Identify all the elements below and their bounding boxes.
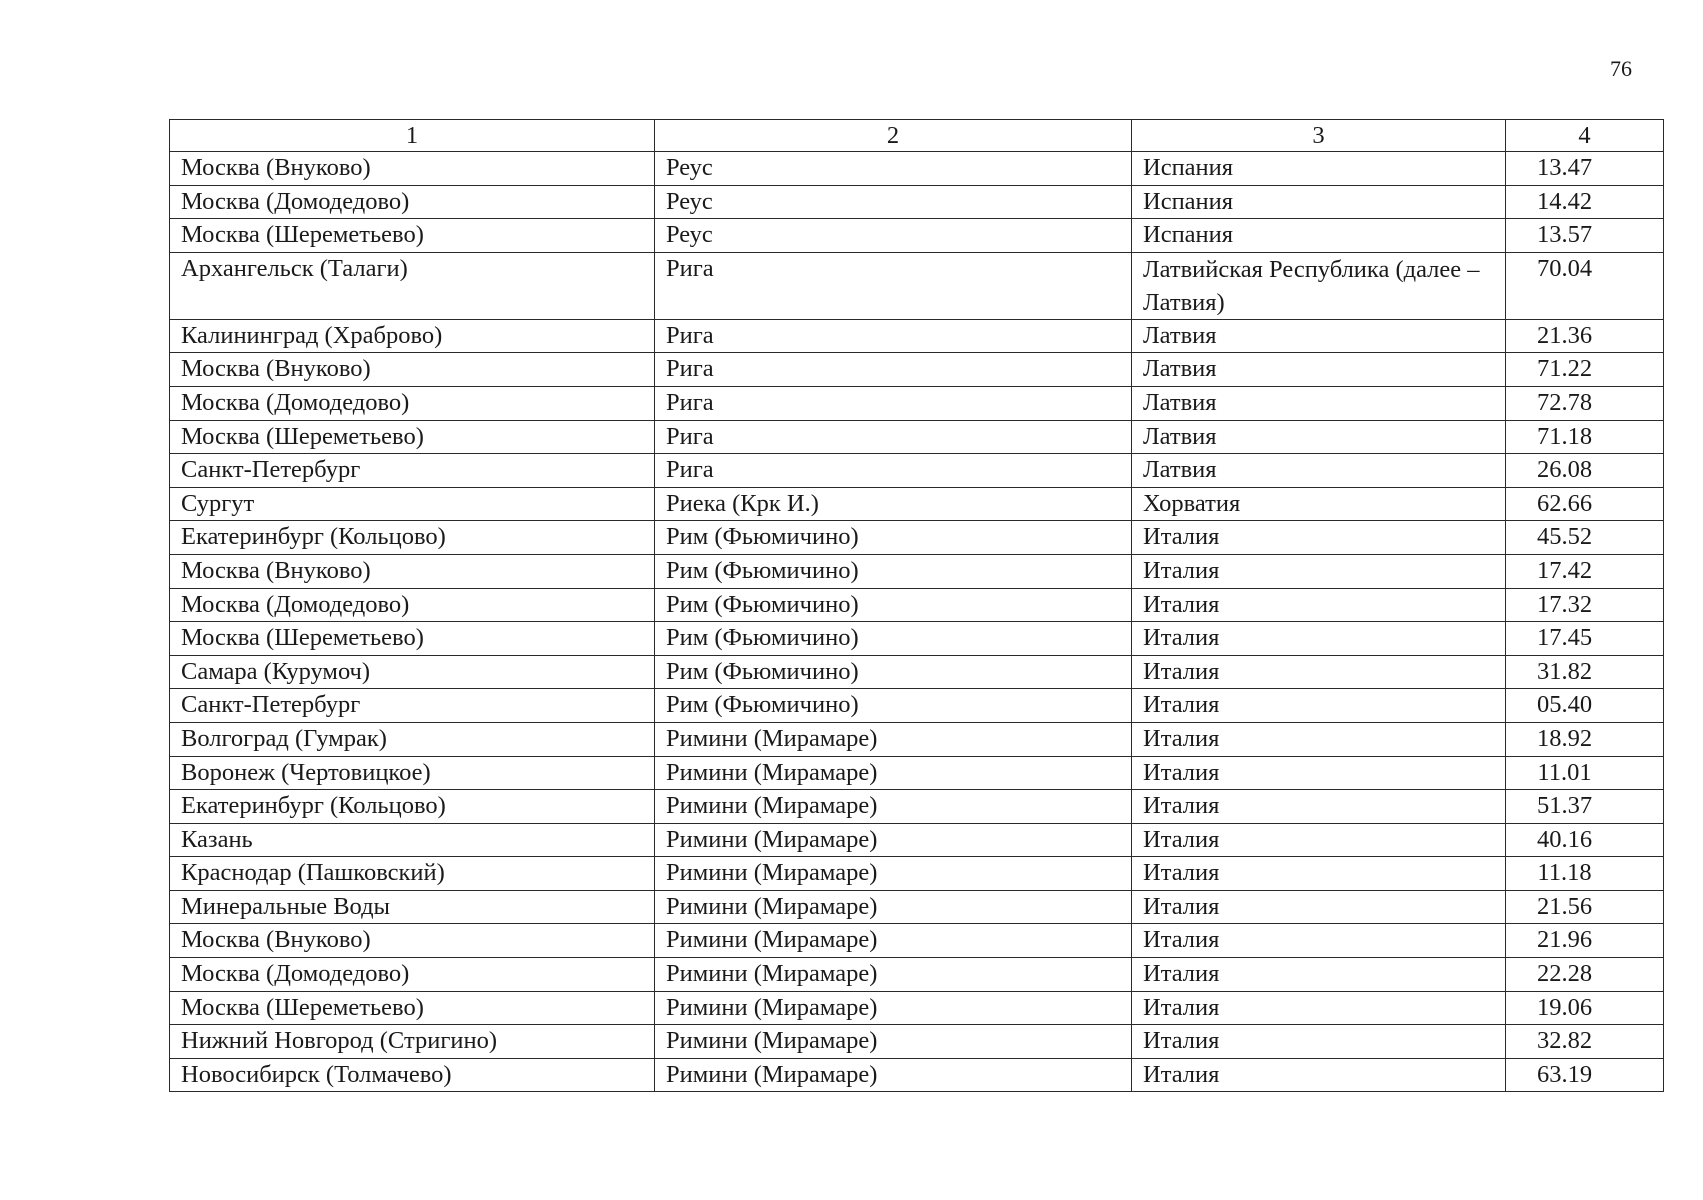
destination-cell: Реус — [655, 152, 1132, 186]
value-cell: 21.36 — [1506, 319, 1664, 353]
value-cell: 62.66 — [1506, 487, 1664, 521]
table-row — [170, 554, 1664, 588]
table-row — [170, 252, 1664, 319]
value-cell: 11.01 — [1506, 756, 1664, 790]
value-cell: 18.92 — [1506, 722, 1664, 756]
destination-cell: Рим (Фьюмичино) — [655, 622, 1132, 656]
table-row — [170, 958, 1664, 992]
country-cell: Италия — [1132, 689, 1506, 723]
departure-cell: Калининград (Храброво) — [170, 319, 655, 353]
table-row — [170, 722, 1664, 756]
table-row — [170, 1058, 1664, 1092]
destination-cell: Римини (Мирамаре) — [655, 890, 1132, 924]
value-cell: 71.18 — [1506, 420, 1664, 454]
destination-cell: Риека (Крк И.) — [655, 487, 1132, 521]
departure-cell: Нижний Новгород (Стригино) — [170, 1025, 655, 1059]
table-row — [170, 991, 1664, 1025]
table-row — [170, 319, 1664, 353]
country-cell: Италия — [1132, 588, 1506, 622]
value-cell: 63.19 — [1506, 1058, 1664, 1092]
destination-cell: Реус — [655, 219, 1132, 253]
departure-cell: Санкт-Петербург — [170, 689, 655, 723]
country-cell: Италия — [1132, 790, 1506, 824]
departure-cell: Москва (Шереметьево) — [170, 420, 655, 454]
departure-cell: Краснодар (Пашковский) — [170, 857, 655, 891]
departure-cell: Москва (Внуково) — [170, 353, 655, 387]
country-cell: Италия — [1132, 991, 1506, 1025]
country-cell: Латвия — [1132, 319, 1506, 353]
table-row — [170, 756, 1664, 790]
destination-cell: Рига — [655, 386, 1132, 420]
destination-cell: Рим (Фьюмичино) — [655, 521, 1132, 555]
value-cell: 05.40 — [1506, 689, 1664, 723]
country-cell: Италия — [1132, 823, 1506, 857]
departure-cell: Воронеж (Чертовицкое) — [170, 756, 655, 790]
column-header-1: 1 — [170, 120, 655, 152]
country-cell: Италия — [1132, 924, 1506, 958]
column-header-3: 3 — [1132, 120, 1506, 152]
value-cell: 31.82 — [1506, 655, 1664, 689]
country-cell: Италия — [1132, 890, 1506, 924]
table-row — [170, 420, 1664, 454]
destination-cell: Рига — [655, 353, 1132, 387]
value-cell: 13.47 — [1506, 152, 1664, 186]
country-cell: Италия — [1132, 722, 1506, 756]
table-row — [170, 588, 1664, 622]
destination-cell: Римини (Мирамаре) — [655, 790, 1132, 824]
departure-cell: Москва (Домодедово) — [170, 185, 655, 219]
destination-cell: Рига — [655, 319, 1132, 353]
value-cell: 17.45 — [1506, 622, 1664, 656]
destination-cell: Реус — [655, 185, 1132, 219]
destination-cell: Рига — [655, 420, 1132, 454]
country-cell: Италия — [1132, 554, 1506, 588]
table-row — [170, 655, 1664, 689]
value-cell: 22.28 — [1506, 958, 1664, 992]
country-cell: Италия — [1132, 1025, 1506, 1059]
table-row — [170, 386, 1664, 420]
country-cell: Латвия — [1132, 353, 1506, 387]
table-row — [170, 353, 1664, 387]
country-cell: Испания — [1132, 152, 1506, 186]
value-cell: 14.42 — [1506, 185, 1664, 219]
table-body — [170, 152, 1664, 1092]
table-row — [170, 454, 1664, 488]
destination-cell: Рига — [655, 454, 1132, 488]
country-cell: Италия — [1132, 655, 1506, 689]
value-cell: 72.78 — [1506, 386, 1664, 420]
table-row — [170, 185, 1664, 219]
departure-cell: Москва (Домодедово) — [170, 588, 655, 622]
table-row — [170, 924, 1664, 958]
table-row — [170, 823, 1664, 857]
departure-cell: Москва (Шереметьево) — [170, 219, 655, 253]
country-cell: Италия — [1132, 622, 1506, 656]
value-cell: 13.57 — [1506, 219, 1664, 253]
departure-cell: Волгоград (Гумрак) — [170, 722, 655, 756]
departure-cell: Сургут — [170, 487, 655, 521]
table-row — [170, 487, 1664, 521]
country-cell: Латвия — [1132, 454, 1506, 488]
routes-table — [169, 119, 1664, 1092]
country-cell: Италия — [1132, 756, 1506, 790]
country-cell: Италия — [1132, 857, 1506, 891]
column-header-4: 4 — [1506, 120, 1664, 152]
country-cell: Испания — [1132, 219, 1506, 253]
destination-cell: Рим (Фьюмичино) — [655, 655, 1132, 689]
value-cell: 26.08 — [1506, 454, 1664, 488]
table-row — [170, 689, 1664, 723]
value-cell: 70.04 — [1506, 252, 1664, 319]
destination-cell: Римини (Мирамаре) — [655, 991, 1132, 1025]
table-row — [170, 152, 1664, 186]
country-cell: Латвия — [1132, 420, 1506, 454]
header-row — [170, 120, 1664, 152]
destination-cell: Римини (Мирамаре) — [655, 924, 1132, 958]
country-cell: Италия — [1132, 958, 1506, 992]
destination-cell: Рим (Фьюмичино) — [655, 554, 1132, 588]
country-cell: Италия — [1132, 521, 1506, 555]
departure-cell: Самара (Курумоч) — [170, 655, 655, 689]
page-number: 76 — [1610, 56, 1632, 81]
departure-cell: Москва (Шереметьево) — [170, 991, 655, 1025]
value-cell: 21.56 — [1506, 890, 1664, 924]
value-cell: 40.16 — [1506, 823, 1664, 857]
destination-cell: Римини (Мирамаре) — [655, 1025, 1132, 1059]
departure-cell: Архангельск (Талаги) — [170, 252, 655, 319]
destination-cell: Рим (Фьюмичино) — [655, 588, 1132, 622]
value-cell: 11.18 — [1506, 857, 1664, 891]
departure-cell: Москва (Шереметьево) — [170, 622, 655, 656]
country-cell: Испания — [1132, 185, 1506, 219]
table-row — [170, 521, 1664, 555]
value-cell: 17.32 — [1506, 588, 1664, 622]
value-cell: 19.06 — [1506, 991, 1664, 1025]
table-row — [170, 790, 1664, 824]
country-cell: Латвия — [1132, 386, 1506, 420]
departure-cell: Москва (Домодедово) — [170, 958, 655, 992]
value-cell: 21.96 — [1506, 924, 1664, 958]
departure-cell: Москва (Внуково) — [170, 924, 655, 958]
destination-cell: Римини (Мирамаре) — [655, 823, 1132, 857]
destination-cell: Рига — [655, 252, 1132, 319]
destination-cell: Римини (Мирамаре) — [655, 958, 1132, 992]
column-header-2: 2 — [655, 120, 1132, 152]
departure-cell: Новосибирск (Толмачево) — [170, 1058, 655, 1092]
country-cell: Италия — [1132, 1058, 1506, 1092]
value-cell: 17.42 — [1506, 554, 1664, 588]
table-row — [170, 1025, 1664, 1059]
departure-cell: Москва (Внуково) — [170, 554, 655, 588]
departure-cell: Санкт-Петербург — [170, 454, 655, 488]
table-row — [170, 890, 1664, 924]
country-cell: Латвийская Республика (далее – Латвия) — [1132, 252, 1506, 319]
departure-cell: Екатеринбург (Кольцово) — [170, 790, 655, 824]
destination-cell: Рим (Фьюмичино) — [655, 689, 1132, 723]
destination-cell: Римини (Мирамаре) — [655, 722, 1132, 756]
value-cell: 51.37 — [1506, 790, 1664, 824]
table-header — [170, 120, 1664, 152]
destination-cell: Римини (Мирамаре) — [655, 1058, 1132, 1092]
departure-cell: Екатеринбург (Кольцово) — [170, 521, 655, 555]
table-row — [170, 622, 1664, 656]
table-row — [170, 857, 1664, 891]
destination-cell: Римини (Мирамаре) — [655, 857, 1132, 891]
value-cell: 45.52 — [1506, 521, 1664, 555]
destination-cell: Римини (Мирамаре) — [655, 756, 1132, 790]
table-row — [170, 219, 1664, 253]
departure-cell: Москва (Внуково) — [170, 152, 655, 186]
value-cell: 71.22 — [1506, 353, 1664, 387]
departure-cell: Москва (Домодедово) — [170, 386, 655, 420]
departure-cell: Казань — [170, 823, 655, 857]
departure-cell: Минеральные Воды — [170, 890, 655, 924]
country-cell: Хорватия — [1132, 487, 1506, 521]
value-cell: 32.82 — [1506, 1025, 1664, 1059]
